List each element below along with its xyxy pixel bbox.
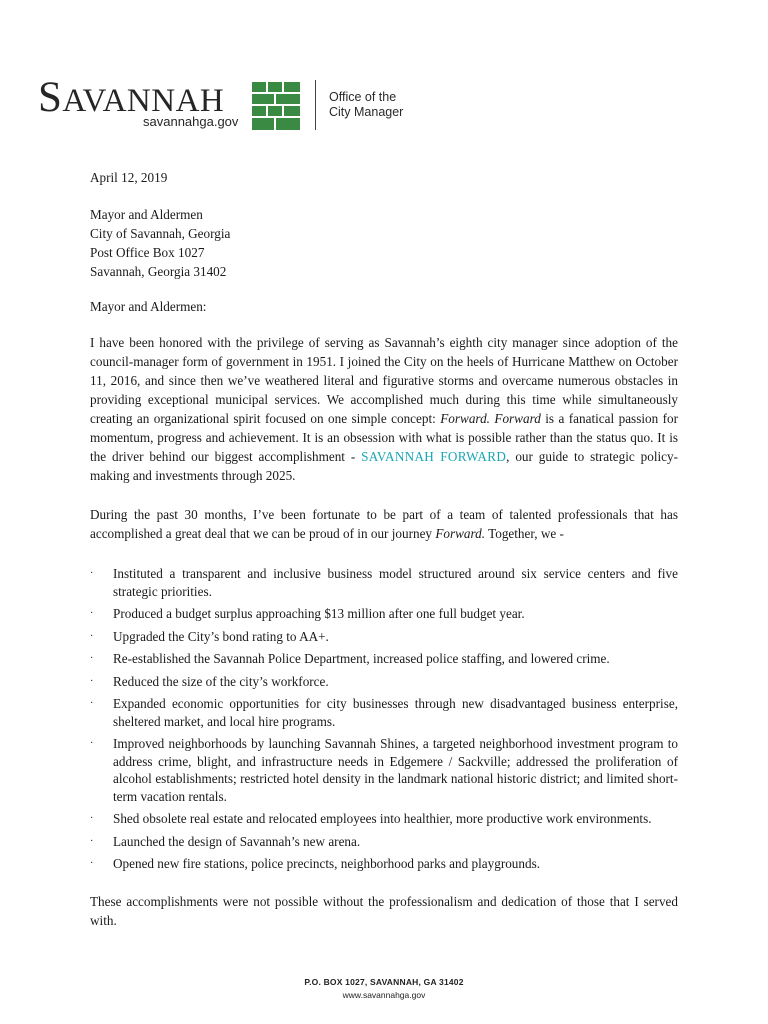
letter-body [90,168,678,950]
list-item: · Instituted a transparent and inclusive business model structured around six service centers and five strategic priorities. [90,566,678,599]
list-item: · Shed obsolete real estate and relocated employees into healthier, more productive work environments. [90,811,652,826]
header-divider [315,80,316,130]
accomplishments-list [90,565,678,873]
recipient-address: Mayor and Aldermen City of Savannah, Georgia Post Office Box 1027 Savannah, Georgia 31402 [90,207,231,279]
list-item: · Produced a budget surplus approaching $13 million after one full budget year. [90,606,525,621]
list-item: · Improved neighborhoods by launching Savannah Shines, a targeted neighborhood investment program to address crime, blight, and infrastructure needs in Edgemere / Sackville; addressed the proliferation of alcohol establishments; restricted hotel density in the landmark national historic district; and limited short-term vacation rentals. [90,736,678,804]
savannah-forward-highlight: SAVANNAH FORWARD [361,449,507,464]
paragraph-team: During the past 30 months, I’ve been fortunate to be part of a team of talented professionals that has accomplished a great deal that we can be proud of in our journey Forward. Together, we - [90,507,678,541]
logo-url: savannahga.gov [143,114,239,129]
salutation: Mayor and Aldermen: [90,299,207,314]
letterhead [38,74,458,138]
footer-website[interactable]: www.savannahga.gov [342,990,426,1000]
list-item: · Opened new fire stations, police precincts, neighborhood parks and playgrounds. [90,856,541,871]
list-item: · Expanded economic opportunities for city businesses through new disadvantaged business enterprise, sheltered market, and local hire programs. [90,696,678,729]
list-item: · Re-established the Savannah Police Department, increased police staffing, and lowered crime. [90,651,610,666]
office-title: Office of the City Manager [329,90,404,119]
list-item: · Launched the design of Savannah’s new arena. [90,833,361,849]
list-item: · Upgraded the City’s bond rating to AA+. [90,628,329,644]
city-seal-brick-icon [252,82,300,130]
footer-address: P.O. BOX 1027, SAVANNAH, GA 31402 [304,977,464,987]
list-item: · Reduced the size of the city’s workforce. [90,673,329,689]
page-footer [0,976,768,1002]
paragraph-closing: These accomplishments were not possible without the professionalism and dedication of those that I served with. [90,893,678,928]
letter-date: April 12, 2019 [90,170,168,185]
paragraph-intro: I have been honored with the privilege of serving as Savannah’s eighth city manager since adoption of the council-manager form of government in 1951. I joined the City on the heels of Hurricane Matthew on October 11, 2016, and since then we’ve weathered literal and figurative storms and overcame numerous obstacles in providing exceptional municipal services. We accomplished much during this time while simultaneously creating an organizational spirit focused on one simple concept: Forward. Forward is a fanatical passion for momentum, progress and achievement. It is an obsession with what is possible rather than the status quo. It is the driver behind our biggest accomplishment - SAVANNAH FORWARD, our guide to strategic policy-making and investments through 2025. [90,335,678,483]
savannah-wordmark: SAVANNAH [38,74,225,121]
